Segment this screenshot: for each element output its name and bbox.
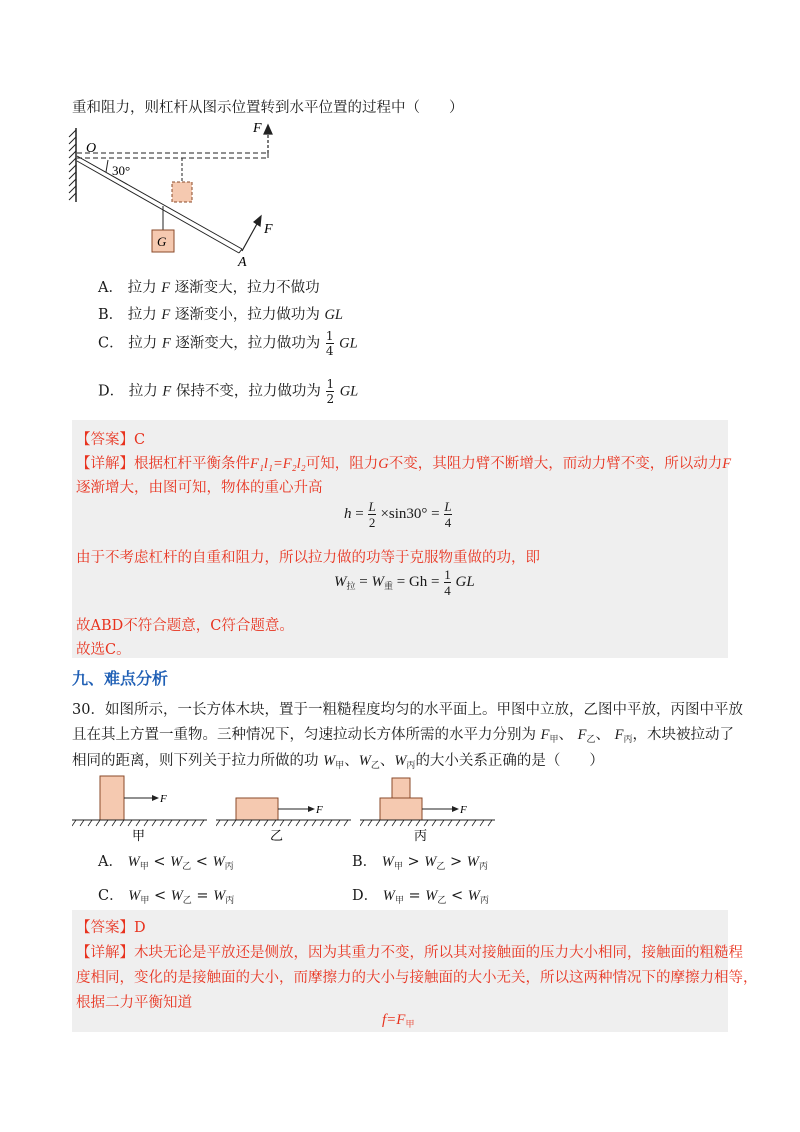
q29-formula-1: h = $\frac{L}{2}$ ×sin30° = $\frac{L}{4}$ bbox=[344, 499, 452, 530]
option-letter: C． bbox=[98, 335, 124, 352]
q29-detail-3: 由于不考虑杠杆的自重和阻力，所以拉力做的功等于克服物重做的功，即 bbox=[76, 550, 540, 566]
q29-stem-tail: 重和阻力，则杠杆从图示位置转到水平位置的过程中（ ） bbox=[72, 100, 464, 116]
force-arrow-side bbox=[242, 216, 261, 251]
q29-answer: 【答案】C bbox=[76, 432, 146, 448]
wall bbox=[69, 128, 76, 202]
option-letter: B． bbox=[98, 307, 124, 323]
force-arrow-up bbox=[264, 125, 272, 153]
q30-option-d[interactable]: D． $W_甲 = W_乙 < W_丙$ bbox=[352, 888, 489, 906]
q30-formula: $f=F_甲$ bbox=[382, 1012, 415, 1029]
q29-option-a[interactable] bbox=[98, 276, 320, 297]
fraction: $\frac{1}{2}$ bbox=[326, 377, 335, 406]
figure-label: 乙 bbox=[270, 828, 284, 843]
option-var: F bbox=[161, 280, 171, 296]
q30-figure-yi bbox=[216, 772, 351, 844]
block-flat bbox=[236, 798, 278, 820]
force-label: F bbox=[316, 804, 323, 816]
option-rest: 逐渐变大，拉力做功为 bbox=[175, 335, 321, 352]
section-title: 九、难点分析 bbox=[72, 669, 169, 688]
option-var: F bbox=[161, 335, 171, 352]
option-text: 拉力 bbox=[128, 383, 158, 400]
angle-mark bbox=[106, 160, 108, 172]
option-letter: A． bbox=[98, 280, 123, 296]
q29-option-c[interactable] bbox=[98, 330, 358, 357]
dashed-weight bbox=[172, 182, 192, 202]
q29-detail-5: 故选C。 bbox=[76, 642, 131, 658]
q29-formula-2: $W_拉 = W_重 = Gh$ = $\frac{1}{4}$ GL bbox=[334, 567, 475, 598]
force-label: F bbox=[160, 793, 167, 805]
block-flat bbox=[380, 798, 422, 820]
q29-option-d[interactable] bbox=[98, 378, 358, 405]
option-text: 拉力 bbox=[128, 335, 158, 352]
q30-detail-1: 【详解】木块无论是平放还是侧放，因为其重力不变，所以其对接触面的压力大小相同，接触面的粗糙程 bbox=[76, 945, 743, 961]
option-rest: 保持不变，拉力做功为 bbox=[175, 383, 321, 400]
q30-option-a[interactable]: A． $W_甲 < W_乙 < W_丙$ bbox=[98, 854, 234, 872]
q29-detail-4: 故ABD不符合题意，C符合题意。 bbox=[76, 618, 294, 634]
option-rest: 逐渐变小，拉力做功为 bbox=[174, 307, 320, 323]
option-tail: GL bbox=[339, 383, 359, 400]
option-var: F bbox=[161, 307, 171, 323]
option-text: 拉力 bbox=[127, 280, 157, 296]
weight-on-top bbox=[392, 778, 410, 798]
q29-option-b[interactable] bbox=[98, 303, 343, 324]
force-label: F bbox=[460, 804, 467, 816]
q30-line-1: 30．如图所示，一长方体木块，置于一粗糙程度均匀的水平面上。甲图中立放，乙图中平放，丙图中平放 bbox=[72, 702, 743, 718]
label-F-side: F bbox=[264, 222, 273, 237]
option-var: F bbox=[162, 383, 172, 400]
label-angle: 30° bbox=[112, 163, 131, 178]
q30-detail-3: 根据二力平衡知道 bbox=[76, 995, 192, 1011]
q30-option-c[interactable]: C． $W_甲 < W_乙 = W_丙$ bbox=[98, 888, 235, 906]
fraction: $\frac{1}{4}$ bbox=[325, 329, 334, 358]
q30-line-2: 且在其上方置一重物。三种情况下，匀速拉动长方体所需的水平力分别为 $F_甲$、 $F_乙$、 $F_丙$，木块被拉动了 bbox=[72, 727, 734, 745]
q30-answer: 【答案】D bbox=[76, 920, 146, 936]
option-tail: GL bbox=[339, 335, 358, 352]
figure-label: 甲 bbox=[132, 828, 146, 843]
option-rest: 逐渐变大，拉力不做功 bbox=[174, 280, 320, 296]
q30-line-3: 相同的距离，则下列关于拉力所做的功 $W_甲$、$W_乙$、$W_丙$的大小关系正确的是（ ） bbox=[72, 753, 604, 771]
q29-detail-2: 逐渐增大，由图可知，物体的重心升高 bbox=[76, 480, 323, 496]
q29-detail-1: 【详解】根据杠杆平衡条件F₁l₁=F₂l₂可知，阻力G不变，其阻力臂不断增大，而动力臂不变，所以动力F bbox=[76, 456, 732, 472]
option-tail: GL bbox=[324, 307, 343, 323]
q30-option-b[interactable]: B． $W_甲 > W_乙 > W_丙$ bbox=[352, 854, 488, 872]
q30-figure-bing bbox=[360, 772, 495, 844]
q30-figure-jia bbox=[72, 772, 207, 844]
figure-label: 丙 bbox=[414, 828, 428, 843]
label-F-top: F bbox=[253, 121, 262, 136]
q29-lever-figure bbox=[60, 120, 290, 270]
option-letter: D． bbox=[98, 383, 125, 400]
block-upright bbox=[100, 776, 124, 820]
label-G: G bbox=[157, 234, 167, 249]
label-O: O bbox=[86, 141, 97, 156]
option-text: 拉力 bbox=[127, 307, 157, 323]
q30-detail-2: 度相同，变化的是接触面的大小，而摩擦力的大小与接触面的大小无关，所以这两种情况下的摩擦力相等， bbox=[76, 970, 758, 986]
lever-dashed-horizontal bbox=[77, 153, 268, 158]
label-A: A bbox=[238, 255, 247, 270]
